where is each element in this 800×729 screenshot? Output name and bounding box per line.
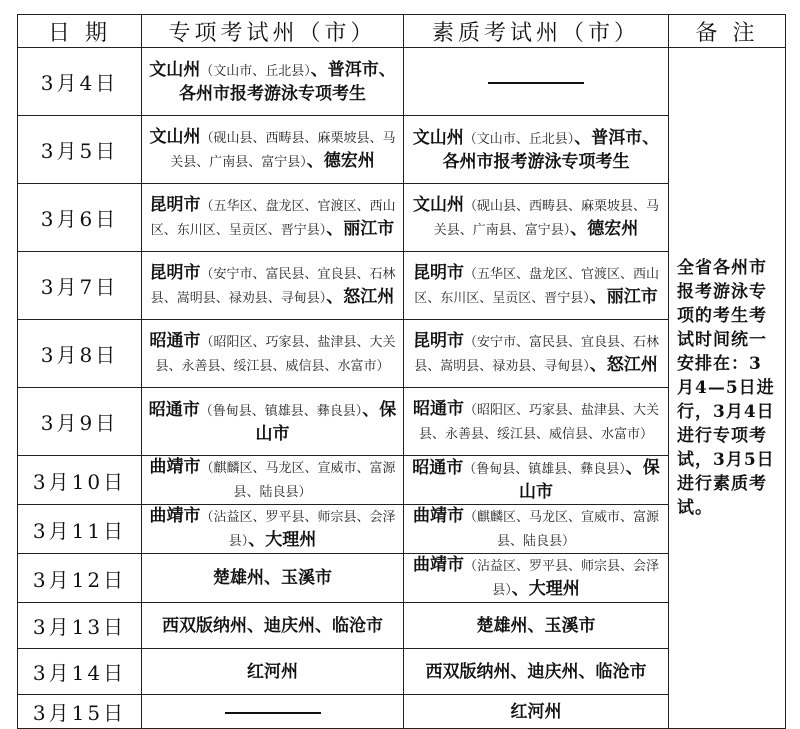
note-cell: 全省各州市报考游泳专项的考生考试时间统一安排在：3月4—5日进行，3月4日进行专项考试，3月5日进行素质考试。 [669, 48, 786, 729]
place-name: 昭通市 [148, 399, 200, 420]
special-exam-cell [142, 320, 404, 388]
date-cell: 3月5日 [18, 116, 142, 184]
date-cell: 3月4日 [18, 48, 142, 116]
header-special: 专项考试州（市） [142, 15, 404, 48]
place-suffix: 、怒江州 [589, 354, 658, 375]
quality-exam-cell [404, 116, 669, 184]
quality-exam-cell [404, 554, 669, 603]
special-exam-cell [142, 505, 404, 554]
quality-exam-cell [404, 695, 669, 729]
place-detail: （五华区、盘龙区、官渡区、西山区、东川区、呈贡区、晋宁县） [150, 198, 396, 238]
special-exam-cell [142, 116, 404, 184]
place-suffix: 、丽江市 [326, 218, 395, 239]
place-detail: （五华区、盘龙区、官渡区、西山区、东川区、呈贡区、晋宁县） [414, 266, 659, 306]
special-exam-cell [142, 184, 404, 252]
place-name: 曲靖市 [149, 457, 201, 477]
date-cell: 3月15日 [18, 695, 142, 729]
date-cell: 3月10日 [18, 456, 142, 505]
place-name: 文山州 [412, 127, 464, 148]
exam-schedule-table [17, 14, 786, 729]
empty-dash [488, 82, 584, 84]
date-cell: 3月14日 [18, 649, 142, 695]
place-name: 文山州 [149, 59, 201, 80]
date-cell: 3月9日 [18, 388, 142, 456]
place-name: 红河州 [247, 661, 298, 682]
quality-exam-cell [404, 603, 669, 649]
special-exam-cell [142, 649, 404, 695]
place-detail: （昭阳区、巧家县、盐津县、大关县、永善县、绥江县、威信县、水富市） [155, 334, 396, 374]
place-detail: （沾益区、罗平县、师宗县、会泽县） [463, 559, 659, 598]
place-name: 昭通市 [412, 398, 464, 419]
place-name: 文山州 [149, 126, 201, 147]
special-exam-cell [142, 456, 404, 505]
quality-exam-cell [404, 388, 669, 456]
place-name: 昭通市 [149, 330, 201, 351]
place-name: 红河州 [510, 701, 562, 722]
place-detail: （安宁市、富民县、宜良县、石林县、嵩明县、禄劝县、寻甸县） [150, 266, 396, 306]
place-suffix: 、丽江市 [589, 286, 658, 307]
place-suffix: 、怒江州 [326, 286, 395, 307]
quality-exam-cell [404, 184, 669, 252]
date-cell: 3月11日 [18, 505, 142, 554]
place-name: 昆明市 [149, 194, 201, 215]
place-suffix: 、德宏州 [306, 150, 375, 171]
place-detail: （麒麟区、马龙区、宣威市、富源县、陆良县） [463, 510, 659, 549]
header-row [18, 15, 786, 48]
place-name: 西双版纳州、迪庆州、临沧市 [425, 661, 647, 682]
special-exam-cell [142, 695, 404, 729]
special-exam-cell [142, 48, 404, 116]
place-detail: （安宁市、富民县、宜良县、石林县、嵩明县、禄劝县、寻甸县） [414, 334, 659, 374]
place-detail: （鲁甸县、镇雄县、彝良县） [463, 462, 626, 477]
date-cell: 3月12日 [18, 554, 142, 603]
place-name: 昆明市 [412, 262, 464, 283]
table-row [18, 48, 786, 116]
place-suffix: 、德宏州 [570, 218, 639, 239]
place-suffix: 、大理州 [248, 530, 317, 550]
quality-exam-cell [404, 456, 669, 505]
special-exam-cell [142, 603, 404, 649]
place-name: 昆明市 [412, 330, 464, 351]
header-quality: 素质考试州（市） [404, 15, 669, 48]
special-exam-cell [142, 388, 404, 456]
place-name: 曲靖市 [412, 506, 464, 526]
special-exam-cell [142, 554, 404, 603]
place-name: 楚雄州、玉溪市 [476, 615, 596, 636]
place-detail: （砚山县、西畴县、麻栗坡县、马关县、广南县、富宁县） [433, 198, 659, 238]
place-suffix: 、保山市 [255, 399, 397, 444]
place-name: 曲靖市 [149, 506, 201, 526]
place-name: 文山州 [412, 194, 464, 215]
quality-exam-cell [404, 252, 669, 320]
table-body [18, 48, 786, 729]
place-suffix: 、普洱市、各州市报考游泳专项考生 [442, 127, 660, 172]
place-name: 曲靖市 [412, 555, 464, 575]
quality-exam-cell [404, 505, 669, 554]
place-name: 昭通市 [412, 458, 464, 478]
date-cell: 3月13日 [18, 603, 142, 649]
quality-exam-cell [404, 320, 669, 388]
place-name: 楚雄州、玉溪市 [213, 568, 332, 588]
empty-dash [225, 712, 321, 714]
place-detail: （昭阳区、巧家县、盐津县、大关县、永善县、绥江县、威信县、水富市） [418, 402, 659, 442]
date-cell: 3月6日 [18, 184, 142, 252]
place-suffix: 、大理州 [511, 579, 580, 599]
quality-exam-cell [404, 48, 669, 116]
place-name: 昆明市 [149, 262, 201, 283]
date-cell: 3月8日 [18, 320, 142, 388]
special-exam-cell [142, 252, 404, 320]
place-name: 西双版纳州、迪庆州、临沧市 [162, 615, 383, 636]
place-detail: （文山市、丘北县） [463, 131, 575, 147]
header-date: 日 期 [18, 15, 142, 48]
place-detail: （沾益区、罗平县、师宗县、会泽县） [200, 510, 396, 549]
place-detail: （文山市、丘北县） [200, 63, 311, 79]
header-note: 备 注 [669, 15, 786, 48]
quality-exam-cell [404, 649, 669, 695]
place-detail: （鲁甸县、镇雄县、彝良县） [199, 403, 363, 419]
date-cell: 3月7日 [18, 252, 142, 320]
place-suffix: 、普洱市、各州市报考游泳专项考生 [179, 59, 396, 104]
place-detail: （砚山县、西畴县、麻栗坡县、马关县、广南县、富宁县） [170, 130, 396, 170]
place-suffix: 、保山市 [519, 458, 660, 502]
place-detail: （麒麟区、马龙区、宣威市、富源县、陆良县） [200, 461, 396, 500]
